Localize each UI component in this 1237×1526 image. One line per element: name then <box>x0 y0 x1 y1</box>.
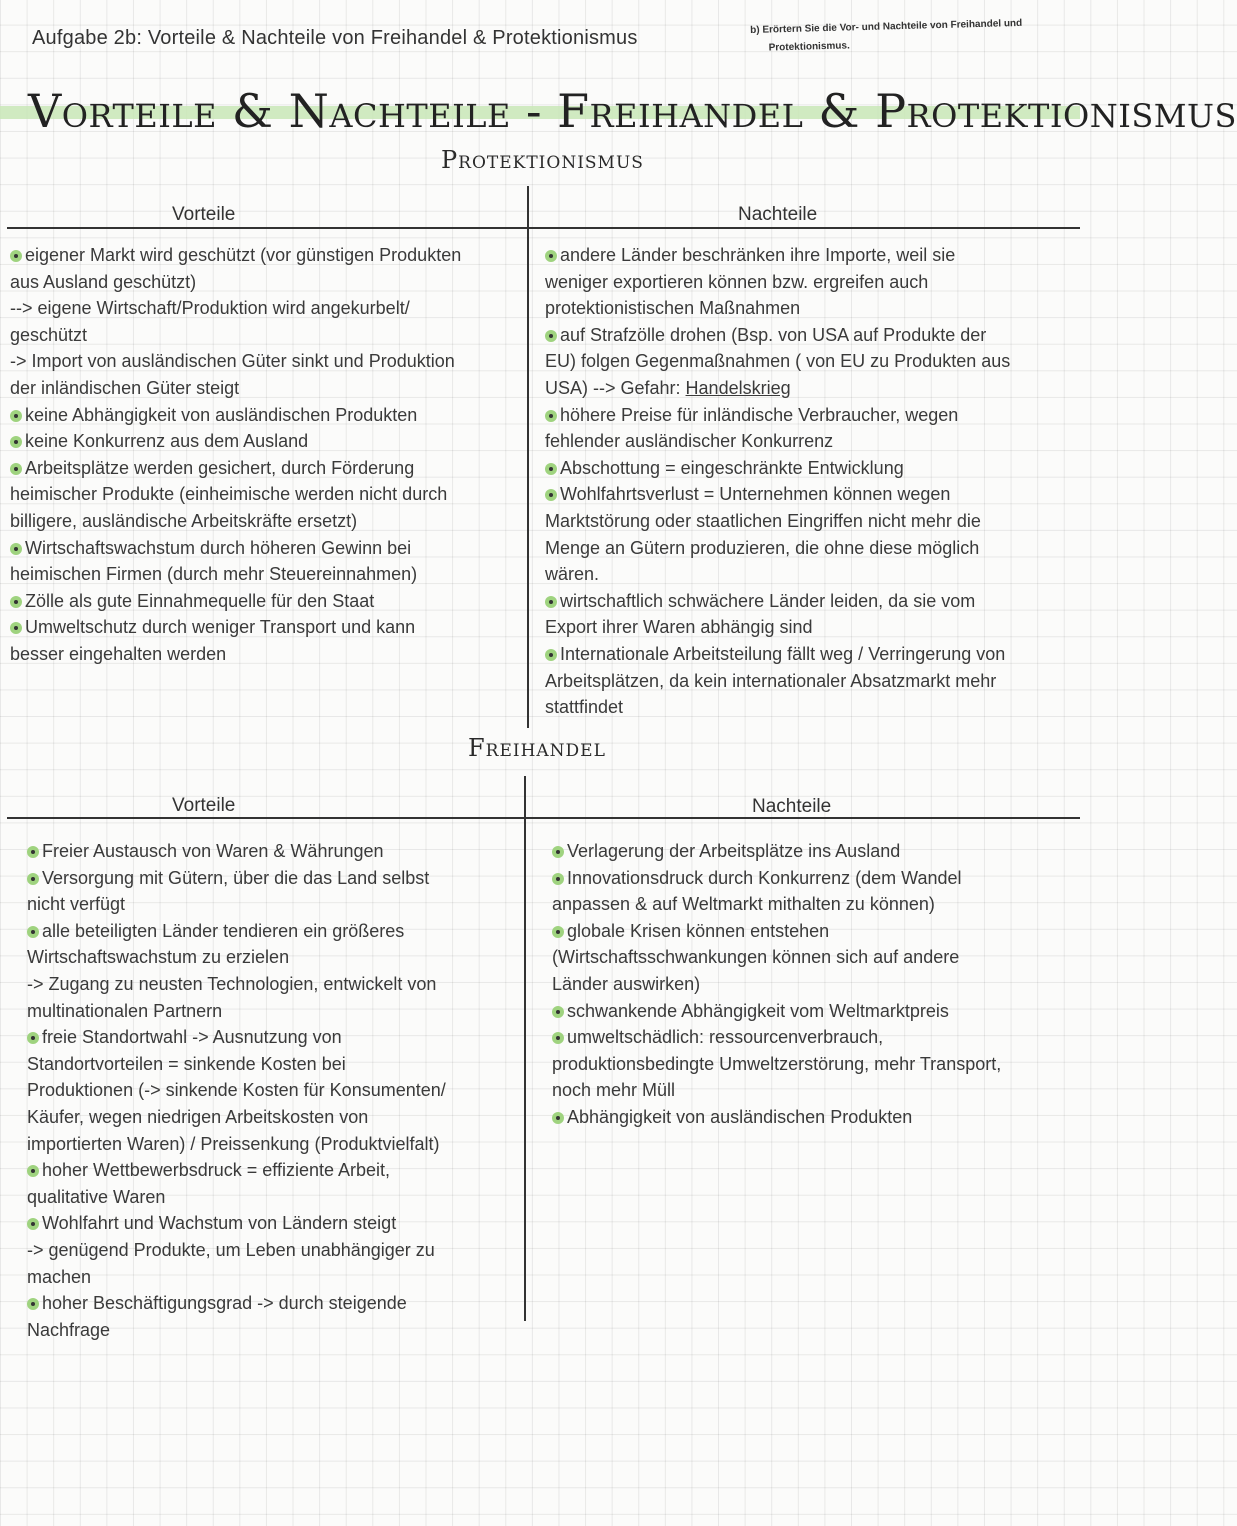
list-item <box>27 1290 517 1317</box>
bullet-dot-icon <box>10 250 22 262</box>
list-item-text: eigener Markt wird geschützt (vor günstigen Produkten <box>25 245 462 265</box>
list-item <box>552 1051 1078 1078</box>
list-item-text: Produktionen (-> sinkende Kosten für Konsumenten/ <box>27 1080 446 1101</box>
list-item-text: -> Zugang zu neusten Technologien, entwickelt von <box>27 973 437 994</box>
bullet-dot-icon <box>552 1032 564 1044</box>
list-item <box>27 1184 517 1211</box>
list-item-text: EU) folgen Gegenmaßnahmen ( von EU zu Produkten aus <box>545 351 1011 372</box>
list-item <box>10 588 524 615</box>
bullet-dot-icon <box>10 543 22 555</box>
bullet-dot-icon <box>27 1165 39 1177</box>
bullet-dot-icon <box>27 1298 39 1310</box>
list-item-text: Arbeitsplätze werden gesichert, durch Förderung <box>25 457 415 478</box>
list-item <box>27 971 517 998</box>
bullet-dot-icon <box>10 410 22 422</box>
list-item-text: globale Krisen können entstehen <box>567 920 830 941</box>
list-item-text: Zölle als gute Einnahmequelle für den Staat <box>25 590 375 611</box>
table-header-rule <box>7 227 1080 229</box>
list-item <box>27 998 517 1025</box>
bullet-dot-icon <box>545 463 557 475</box>
list-item-text: Marktstörung oder staatlichen Eingriffen nicht mehr die <box>545 510 981 531</box>
list-item-text: noch mehr Müll <box>552 1080 676 1101</box>
bullet-dot-icon <box>552 1112 564 1124</box>
list-item <box>27 1157 517 1184</box>
table-column-divider <box>524 776 526 1321</box>
list-item-text: Versorgung mit Gütern, über die das Land selbst <box>42 867 430 888</box>
list-item-text: wären. <box>545 564 600 585</box>
list-item <box>10 561 524 588</box>
list-item <box>545 242 1077 269</box>
list-item-text: heimischen Firmen (durch mehr Steuereinnahmen) <box>10 564 418 585</box>
list-item-text: Wohlfahrt und Wachstum von Ländern steigt <box>42 1213 397 1234</box>
list-item-text: USA) --> Gefahr: <box>545 377 686 398</box>
list-item <box>27 838 517 865</box>
list-item-text: alle beteiligten Länder tendieren ein größeres <box>42 920 405 941</box>
list-item <box>10 269 524 296</box>
list-item <box>545 694 1077 721</box>
list-item-text: Wohlfahrtsverlust = Unternehmen können wegen <box>560 484 951 505</box>
list-item <box>10 481 524 508</box>
list-item-text: der inländischen Güter steigt <box>10 377 240 398</box>
list-item <box>10 348 524 375</box>
list-item <box>545 295 1077 322</box>
list-item <box>10 295 524 322</box>
list-item-text: Abschottung = eingeschränkte Entwicklung <box>560 457 904 478</box>
list-item <box>27 1237 517 1264</box>
list-item-text: Menge an Gütern produzieren, die ohne diese möglich <box>545 537 980 558</box>
list-item <box>27 1264 517 1291</box>
list-item <box>545 614 1077 641</box>
list-item <box>10 375 524 402</box>
bullet-dot-icon <box>545 410 557 422</box>
list-item <box>545 455 1077 482</box>
list-item-text: andere Länder beschränken ihre Importe, weil sie <box>560 245 956 265</box>
list-item-text: Export ihrer Waren abhängig sind <box>545 617 813 638</box>
list-item <box>27 891 517 918</box>
list-item-text: geschützt <box>10 324 88 345</box>
bullet-dot-icon <box>27 1218 39 1230</box>
task-line: Protektionismus. <box>768 40 850 54</box>
list-item-text: billigere, ausländische Arbeitskräfte ersetzt) <box>10 510 358 531</box>
list-item <box>545 481 1077 508</box>
list-item-text: wirtschaftlich schwächere Länder leiden, da sie vom <box>560 590 976 611</box>
list-item-text: importierten Waren) / Preissenkung (Produktvielfalt) <box>27 1133 440 1154</box>
list-item-text: produktionsbedingte Umweltzerstörung, mehr Transport, <box>552 1053 1002 1074</box>
bullet-dot-icon <box>545 330 557 342</box>
list-item-text: Käufer, wegen niedrigen Arbeitskosten von <box>27 1106 369 1127</box>
bullet-dot-icon <box>552 926 564 938</box>
list-item <box>27 1051 517 1078</box>
list-item-text: Internationale Arbeitsteilung fällt weg / Verringerung von <box>560 643 1006 664</box>
list-item <box>545 508 1077 535</box>
protektionismus-vorteile-list <box>10 242 524 668</box>
column-heading-vorteile: Vorteile <box>172 204 236 225</box>
list-item <box>552 891 1078 918</box>
list-item-text: Freier Austausch von Waren & Währungen <box>42 841 384 861</box>
list-item <box>552 865 1078 892</box>
list-item <box>552 918 1078 945</box>
list-item-text: Nachfrage <box>27 1319 111 1340</box>
list-item <box>545 561 1077 588</box>
list-item-text: qualitative Waren <box>27 1186 166 1207</box>
list-item-text: anpassen & auf Weltmarkt mithalten zu können) <box>552 894 935 915</box>
list-item-text: multinationalen Partnern <box>27 1000 223 1021</box>
list-item-text: Länder auswirken) <box>552 973 701 994</box>
list-item-text: Innovationsdruck durch Konkurrenz (dem Wandel <box>567 867 962 888</box>
list-item-text: aus Ausland geschützt) <box>10 271 197 292</box>
column-heading-vorteile: Vorteile <box>172 795 236 816</box>
list-item-text: umweltschädlich: ressourcenverbrauch, <box>567 1027 884 1048</box>
list-item <box>10 508 524 535</box>
list-item <box>27 1104 517 1131</box>
list-item <box>545 535 1077 562</box>
underlined-term: Handelskrieg <box>685 377 791 398</box>
list-item-text: -> Import von ausländischen Güter sinkt und Produktion <box>10 351 455 372</box>
list-item-text: Wirtschaftswachstum zu erzielen <box>27 947 290 968</box>
table-column-divider <box>527 186 529 728</box>
list-item <box>10 428 524 455</box>
list-item <box>27 944 517 971</box>
list-item <box>27 1077 517 1104</box>
list-item <box>27 1024 517 1051</box>
bullet-dot-icon <box>27 846 39 858</box>
bullet-dot-icon <box>552 1006 564 1018</box>
list-item-text: weniger exportieren können bzw. ergreifen auch <box>545 271 929 292</box>
list-item-text: hoher Beschäftigungsgrad -> durch steigende <box>42 1293 407 1314</box>
bullet-dot-icon <box>545 489 557 501</box>
list-item-text: protektionistischen Maßnahmen <box>545 298 801 319</box>
list-item-text: höhere Preise für inländische Verbraucher, wegen <box>560 404 959 425</box>
list-item <box>27 865 517 892</box>
list-item-text: besser eingehalten werden <box>10 643 227 664</box>
list-item <box>10 455 524 482</box>
list-item-text: Standortvorteilen = sinkende Kosten bei <box>27 1053 346 1074</box>
list-item-text: nicht verfügt <box>27 894 126 915</box>
list-item-text: machen <box>27 1266 92 1287</box>
list-item <box>552 998 1078 1025</box>
section-title-protektionismus: Protektionismus <box>441 146 644 174</box>
list-item-text: keine Konkurrenz aus dem Ausland <box>25 431 309 452</box>
list-item <box>27 1210 517 1237</box>
list-item-text: freie Standortwahl -> Ausnutzung von <box>42 1027 342 1048</box>
list-item <box>10 614 524 641</box>
bullet-dot-icon <box>10 436 22 448</box>
list-item-text: (Wirtschaftsschwankungen können sich auf andere <box>552 947 960 968</box>
bullet-dot-icon <box>545 250 557 262</box>
bullet-dot-icon <box>10 596 22 608</box>
bullet-dot-icon <box>552 873 564 885</box>
list-item-text: hoher Wettbewerbsdruck = effiziente Arbeit, <box>42 1160 391 1181</box>
list-item <box>27 918 517 945</box>
main-title: Vorteile & Nachteile - Freihandel & Protektionismus <box>28 84 1237 138</box>
task-assignment-snippet <box>750 14 1051 58</box>
list-item-text: Wirtschaftswachstum durch höheren Gewinn bei <box>25 537 412 558</box>
bullet-dot-icon <box>27 926 39 938</box>
bullet-dot-icon <box>545 596 557 608</box>
list-item <box>545 428 1077 455</box>
bullet-dot-icon <box>10 622 22 634</box>
bullet-dot-icon <box>27 873 39 885</box>
freihandel-vorteile-list <box>27 838 517 1343</box>
list-item-text: Arbeitsplätzen, da kein internationaler Absatzmarkt mehr <box>545 670 997 691</box>
list-item <box>545 588 1077 615</box>
protektionismus-nachteile-list <box>545 242 1077 721</box>
list-item <box>10 402 524 429</box>
bullet-dot-icon <box>27 1032 39 1044</box>
column-heading-nachteile: Nachteile <box>738 204 818 225</box>
page-header-title: Aufgabe 2b: Vorteile & Nachteile von Freihandel & Protektionismus <box>32 27 638 49</box>
list-item-text: -> genügend Produkte, um Leben unabhängiger zu <box>27 1239 435 1260</box>
list-item <box>10 535 524 562</box>
list-item-text: auf Strafzölle drohen (Bsp. von USA auf Produkte der <box>560 324 987 345</box>
list-item <box>545 269 1077 296</box>
list-item <box>27 1317 517 1344</box>
table-header-rule <box>7 817 1080 819</box>
list-item <box>545 322 1077 349</box>
list-item-text: schwankende Abhängigkeit vom Weltmarktpreis <box>567 1000 949 1021</box>
list-item <box>10 322 524 349</box>
list-item <box>10 242 524 269</box>
list-item <box>27 1131 517 1158</box>
freihandel-nachteile-list <box>552 838 1078 1131</box>
bullet-dot-icon <box>552 846 564 858</box>
list-item <box>552 1104 1078 1131</box>
bullet-dot-icon <box>10 463 22 475</box>
column-heading-nachteile: Nachteile <box>752 796 832 817</box>
list-item-text: stattfindet <box>545 697 624 718</box>
list-item-text: Verlagerung der Arbeitsplätze ins Ausland <box>567 841 901 861</box>
list-item <box>552 971 1078 998</box>
list-item-text: keine Abhängigkeit von ausländischen Produkten <box>25 404 418 425</box>
list-item <box>552 1024 1078 1051</box>
list-item <box>545 402 1077 429</box>
list-item <box>10 641 524 668</box>
list-item <box>552 838 1078 865</box>
list-item <box>545 641 1077 668</box>
list-item-text: heimischer Produkte (einheimische werden nicht durch <box>10 484 448 505</box>
section-title-freihandel: Freihandel <box>468 734 606 762</box>
list-item <box>545 668 1077 695</box>
list-item-text: Umweltschutz durch weniger Transport und kann <box>25 617 416 638</box>
list-item-text: --> eigene Wirtschaft/Produktion wird angekurbelt/ <box>10 298 410 319</box>
list-item <box>545 348 1077 375</box>
list-item <box>552 1077 1078 1104</box>
list-item-text: Abhängigkeit von ausländischen Produkten <box>567 1106 913 1127</box>
list-item-text: fehlender ausländischer Konkurrenz <box>545 431 834 452</box>
list-item <box>552 944 1078 971</box>
bullet-dot-icon <box>545 649 557 661</box>
list-item <box>545 375 1077 402</box>
task-line: b) Erörtern Sie die Vor- und Nachteile von Freihandel und <box>750 17 1023 36</box>
